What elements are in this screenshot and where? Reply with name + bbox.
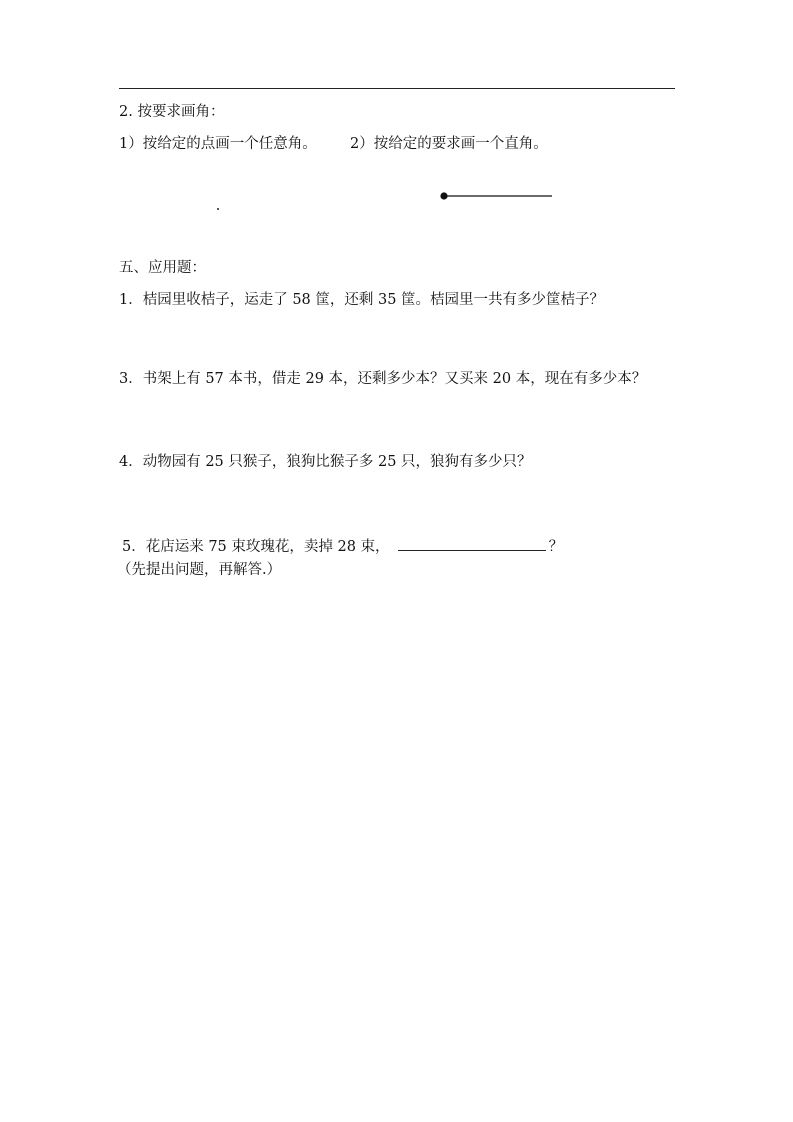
task-right-angle: 2）按给定的要求画一个直角。 bbox=[350, 136, 548, 152]
question-5-text: 5．花店运来 75 束玫瑰花，卖掉 28 束， bbox=[122, 539, 390, 555]
question-5-note: （先提出问题，再解答.） bbox=[117, 562, 282, 578]
question-5-blank[interactable] bbox=[398, 534, 546, 551]
given-point bbox=[217, 208, 219, 210]
section-applied-heading: 五、应用题： bbox=[119, 260, 206, 276]
question-5-mark: ？ bbox=[548, 539, 564, 555]
header-rule bbox=[119, 88, 675, 89]
task-any-angle: 1）按给定的点画一个任意角。 bbox=[119, 136, 317, 152]
question-3: 3．书架上有 57 本书，借走 29 本，还剩多少本？又买来 20 本，现在有多少本？ bbox=[119, 371, 647, 387]
section-2-heading: 2. 按要求画角： bbox=[119, 104, 225, 120]
question-1: 1．桔园里收桔子，运走了 58 筐，还剩 35 筐。桔园里一共有多少筐桔子？ bbox=[119, 292, 605, 308]
given-ray bbox=[439, 190, 553, 202]
question-4: 4．动物园有 25 只猴子，狼狗比猴子多 25 只，狼狗有多少只？ bbox=[119, 454, 532, 470]
question-5 bbox=[122, 534, 563, 557]
